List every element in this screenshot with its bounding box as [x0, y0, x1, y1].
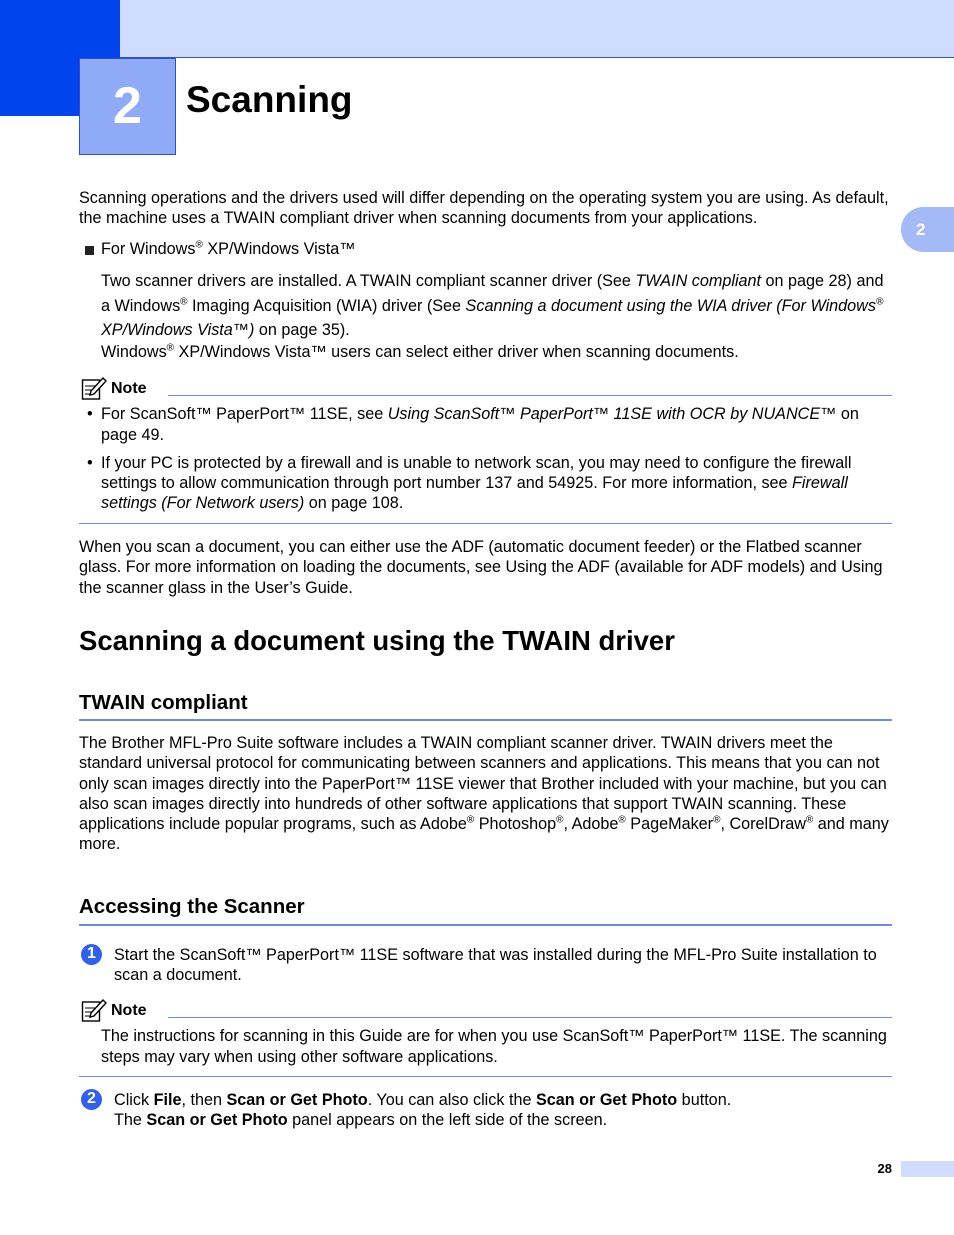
os-bullet-paragraph-2: Windows® XP/Windows Vista™ users can select either driver when scanning documents.	[101, 342, 739, 361]
twain-paragraph: The Brother MFL-Pro Suite software includes a TWAIN compliant scanner driver. TWAIN drivers meet the standard universal protocol for communicating between scanners and applications. This means that you can not only scan images directly into the PaperPort™ 11SE viewer that Brother included with your machine, but you can also scan images directly into hundreds of other software applications that support TWAIN scanning. These applications include popular programs, such as Adobe® Photoshop®, Adobe® PageMaker®, CorelDraw® and many more.	[79, 734, 889, 854]
header-light-band	[120, 0, 954, 58]
note-bullet-dot-1: •	[87, 405, 93, 423]
note-top-rule	[168, 1017, 892, 1018]
note-top-rule	[168, 395, 892, 396]
note-label: Note	[111, 379, 147, 397]
os-bullet-label: For Windows® XP/Windows Vista™	[101, 239, 356, 258]
note-bottom-rule	[79, 1076, 892, 1077]
link-firewall-settings[interactable]: Firewall settings (For Network users)	[101, 474, 848, 513]
section-title: Scanning a document using the TWAIN driver	[79, 625, 675, 656]
step-1-text: Start the ScanSoft™ PaperPort™ 11SE software that was installed during the MFL-Pro Suite installation to scan a document.	[114, 946, 877, 985]
step-2-text: Click File, then Scan or Get Photo. You can also click the Scan or Get Photo button. The Scan or Get Photo panel appears on the left side of the screen.	[114, 1091, 732, 1130]
intro-paragraph: Scanning operations and the drivers used will differ depending on the operating system you are using. As default, the machine uses a TWAIN compliant driver when scanning documents from your applications.	[79, 189, 889, 228]
twain-heading: TWAIN compliant	[79, 691, 248, 714]
chapter-number: 2	[113, 77, 142, 136]
chapter-number-box	[79, 58, 176, 155]
square-bullet-icon	[85, 246, 94, 255]
note-label: Note	[111, 1001, 147, 1019]
os-bullet-paragraph-1: Two scanner drivers are installed. A TWAIN compliant scanner driver (See TWAIN compliant on page 28) and a Windows® Imaging Acquisition (WIA) driver (See Scanning a document using the WIA driver (For Windows® XP/Windows Vista™) on page 35).	[101, 272, 884, 339]
note-header-1	[81, 377, 147, 401]
link-wia-driver[interactable]: Scanning a document using the WIA driver (For Windows® XP/Windows Vista™)	[101, 296, 884, 339]
note-2-text: The instructions for scanning in this Guide are for when you use ScanSoft™ PaperPort™ 11SE. The scanning steps may vary when using other software applications.	[101, 1027, 887, 1066]
page-number: 28	[877, 1161, 892, 1176]
footer-page-bar	[901, 1161, 954, 1177]
chapter-title: Scanning	[186, 79, 353, 120]
link-twain-compliant[interactable]: TWAIN compliant	[635, 272, 762, 290]
access-heading: Accessing the Scanner	[79, 895, 305, 918]
note-bullet-dot-2: •	[87, 454, 93, 472]
twain-heading-rule	[79, 719, 892, 721]
step-1-icon: 1	[81, 944, 102, 965]
note-pencil-icon	[81, 999, 107, 1023]
note-header-2	[81, 999, 147, 1023]
adf-paragraph: When you scan a document, you can either use the ADF (automatic document feeder) or the Flatbed scanner glass. For more information on loading the documents, see Using the ADF (available for ADF models) and Using the scanner glass in the User’s Guide.	[79, 538, 883, 597]
chapter-side-tab[interactable]: 2	[901, 207, 954, 252]
note-item-2: If your PC is protected by a firewall and is unable to network scan, you may need to configure the firewall settings to allow communication through port number 137 and 54925. For more information, see Firewall settings (For Network users) on page 108.	[101, 454, 852, 513]
step-2-icon: 2	[81, 1089, 102, 1110]
link-scansoft-ocr[interactable]: Using ScanSoft™ PaperPort™ 11SE with OCR by NUANCE™	[387, 405, 837, 423]
note-item-1: For ScanSoft™ PaperPort™ 11SE, see Using ScanSoft™ PaperPort™ 11SE with OCR by NUANCE™ on page 49.	[101, 405, 859, 444]
note-bottom-rule	[79, 523, 892, 524]
note-pencil-icon	[81, 377, 107, 401]
access-heading-rule	[79, 924, 892, 926]
